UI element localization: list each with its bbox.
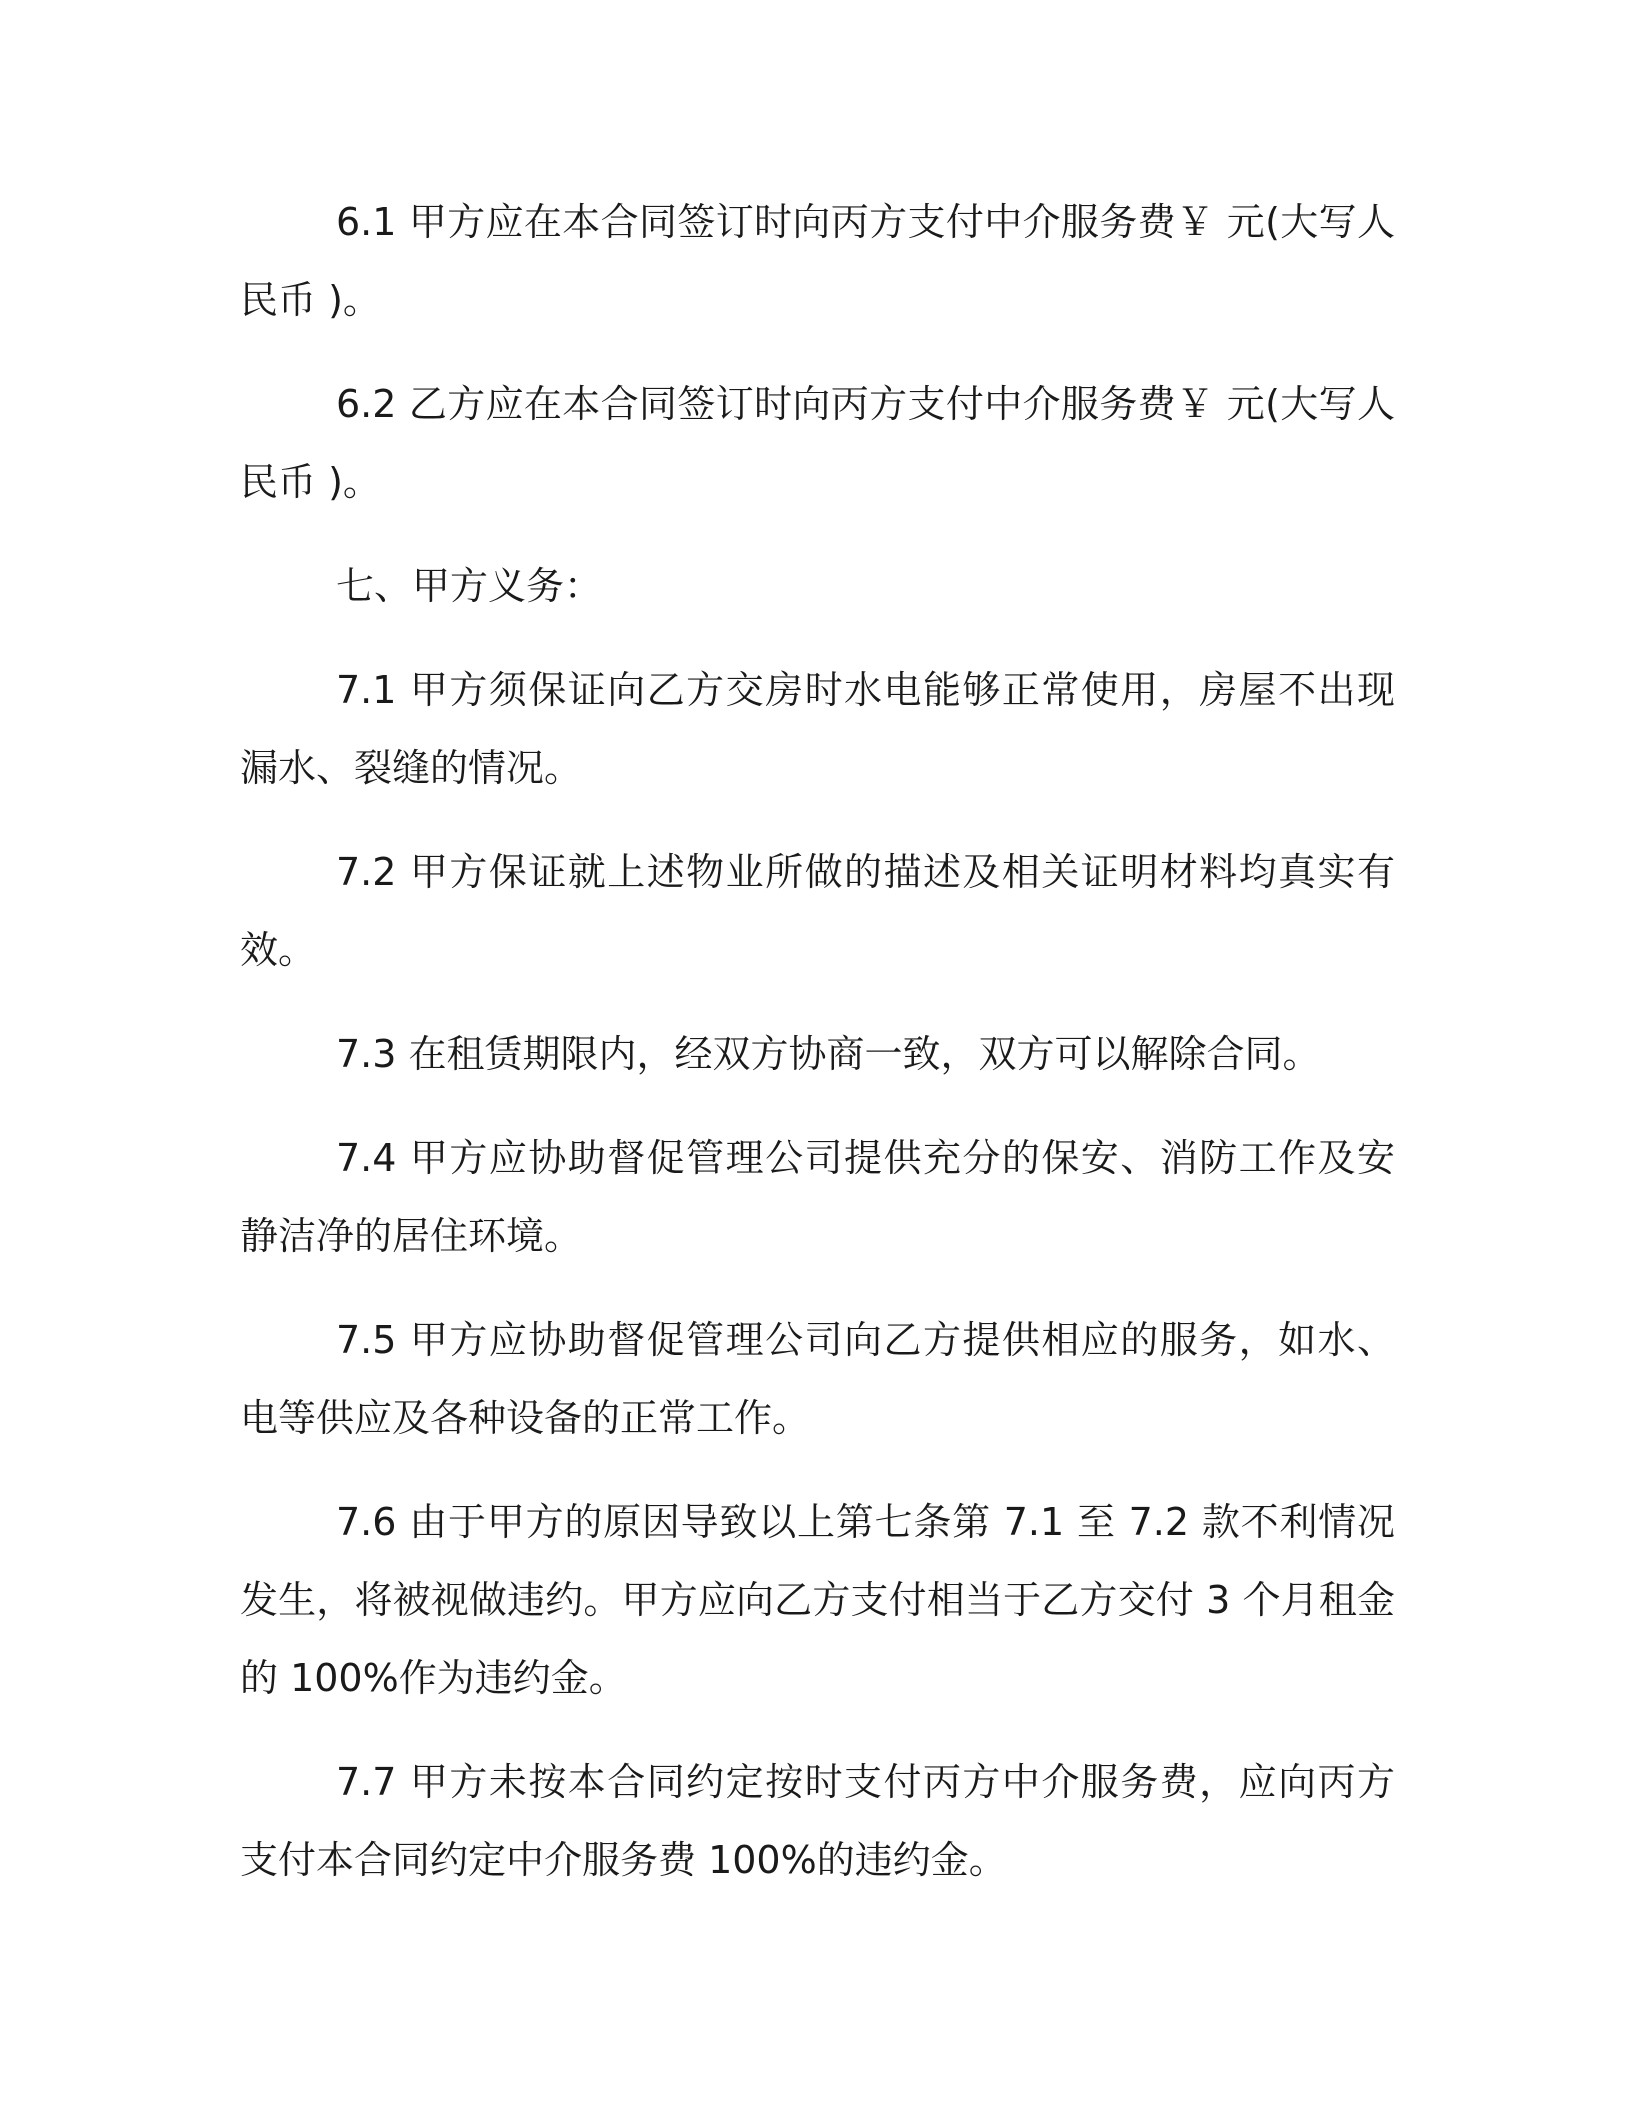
clause-7-5: 7.5 甲方应协助督促管理公司向乙方提供相应的服务，如水、电等供应及各种设备的正常工作。 [240,1318,1395,1440]
clause-6-2: 6.2 乙方应在本合同签订时向丙方支付中介服务费￥ 元(大写人民币 )。 [240,382,1395,504]
clause-7-1: 7.1 甲方须保证向乙方交房时水电能够正常使用，房屋不出现漏水、裂缝的情况。 [240,668,1395,790]
clause-7-3: 7.3 在租赁期限内，经双方协商一致，双方可以解除合同。 [336,1032,1321,1076]
clause-7-4: 7.4 甲方应协助督促管理公司提供充分的保安、消防工作及安静洁净的居住环境。 [240,1136,1395,1258]
clause-7-2: 7.2 甲方保证就上述物业所做的描述及相关证明材料均真实有效。 [240,850,1395,972]
section-heading-party-a-obligations: 七、甲方义务： [336,564,603,608]
clause-7-7: 7.7 甲方未按本合同约定按时支付丙方中介服务费，应向丙方支付本合同约定中介服务费 100%的违约金。 [240,1760,1395,1882]
clause-7-6: 7.6 由于甲方的原因导致以上第七条第 7.1 至 7.2 款不利情况发生，将被视做违约。甲方应向乙方支付相当于乙方交付 3 个月租金的 100%作为违约金。 [240,1500,1395,1700]
clause-6-1: 6.1 甲方应在本合同签订时向丙方支付中介服务费￥ 元(大写人民币 )。 [240,200,1395,322]
document-body [240,183,1395,1925]
